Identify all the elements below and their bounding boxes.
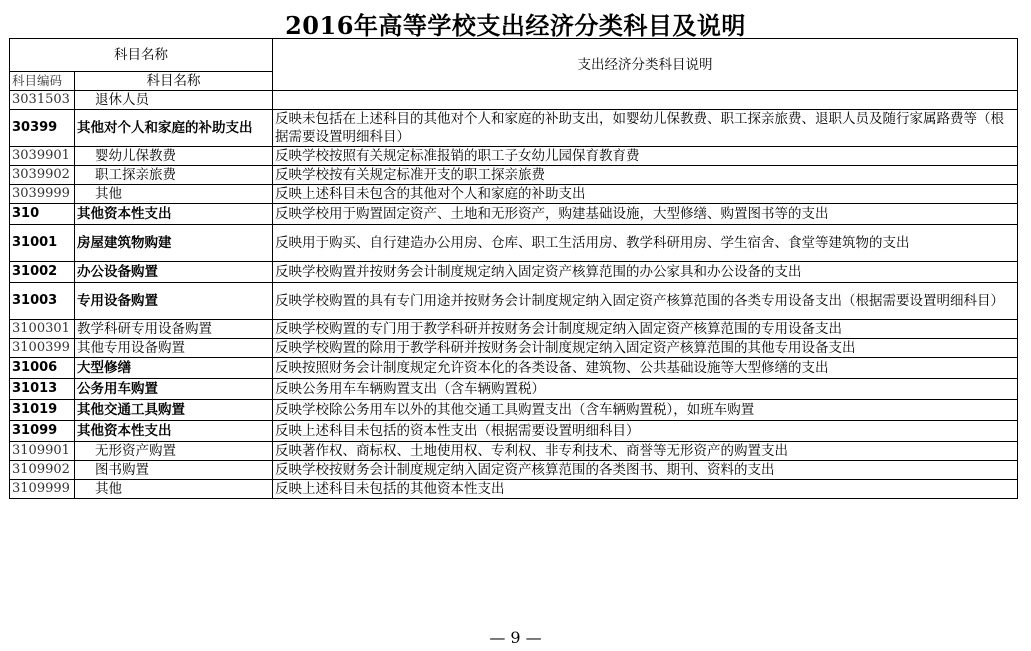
row-code: 3039902 [10, 166, 75, 185]
row-desc: 反映学校购置的具有专门用途并按财务会计制度规定纳入固定资产核算范围的各类专用设备支出（根据需要设置明细科目） [273, 283, 1018, 320]
row-desc: 反映学校按财务会计制度规定纳入固定资产核算范围的各类图书、期刊、资料的支出 [273, 461, 1018, 480]
row-desc: 反映公务用车车辆购置支出（含车辆购置税） [273, 379, 1018, 400]
row-desc: 反映学校购置的除用于教学科研并按财务会计制度规定纳入固定资产核算范围的其他专用设备支出 [273, 339, 1018, 358]
table-row [10, 320, 1018, 339]
row-desc: 反映著作权、商标权、土地使用权、专利权、非专利技术、商誉等无形资产的购置支出 [273, 442, 1018, 461]
row-name: 其他对个人和家庭的补助支出 [75, 110, 273, 147]
table-row [10, 110, 1018, 147]
row-desc: 反映学校购置并按财务会计制度规定纳入固定资产核算范围的办公家具和办公设备的支出 [273, 262, 1018, 283]
row-name: 办公设备购置 [75, 262, 273, 283]
row-code: 3109902 [10, 461, 75, 480]
table-row [10, 262, 1018, 283]
row-code: 3039901 [10, 147, 75, 166]
row-code: 31002 [10, 262, 75, 283]
table-row [10, 358, 1018, 379]
header-code: 科目编码 [10, 72, 75, 91]
table-row [10, 166, 1018, 185]
row-desc: 反映学校购置的专门用于教学科研并按财务会计制度规定纳入固定资产核算范围的专用设备支出 [273, 320, 1018, 339]
table-row [10, 442, 1018, 461]
row-desc: 反映按照财务会计制度规定允许资本化的各类设备、建筑物、公共基础设施等大型修缮的支出 [273, 358, 1018, 379]
row-name: 无形资产购置 [75, 442, 273, 461]
row-code: 3039999 [10, 185, 75, 204]
row-name: 其他资本性支出 [75, 421, 273, 442]
table-row [10, 147, 1018, 166]
row-desc: 反映上述科目未包括的资本性支出（根据需要设置明细科目） [273, 421, 1018, 442]
row-desc: 反映用于购买、自行建造办公用房、仓库、职工生活用房、教学科研用房、学生宿舍、食堂等建筑物的支出 [273, 225, 1018, 262]
row-name: 专用设备购置 [75, 283, 273, 320]
row-name: 图书购置 [75, 461, 273, 480]
header-description: 支出经济分类科目说明 [273, 39, 1018, 91]
row-name: 职工探亲旅费 [75, 166, 273, 185]
table-row [10, 283, 1018, 320]
row-code: 3109901 [10, 442, 75, 461]
table-row [10, 379, 1018, 400]
row-name: 其他专用设备购置 [75, 339, 273, 358]
row-name: 房屋建筑物购建 [75, 225, 273, 262]
table-header-row [10, 39, 1018, 72]
row-desc: 反映学校除公务用车以外的其他交通工具购置支出（含车辆购置税），如班车购置 [273, 400, 1018, 421]
row-desc [273, 91, 1018, 110]
row-code: 3100301 [10, 320, 75, 339]
row-code: 3100399 [10, 339, 75, 358]
row-code: 31019 [10, 400, 75, 421]
row-code: 31013 [10, 379, 75, 400]
header-subject-name: 科目名称 [10, 39, 273, 72]
row-code: 3109999 [10, 480, 75, 499]
row-name: 其他 [75, 185, 273, 204]
table-row [10, 339, 1018, 358]
row-name: 其他 [75, 480, 273, 499]
page-title: 2016年高等学校支出经济分类科目及说明 [285, 11, 746, 40]
table-row [10, 421, 1018, 442]
row-code: 310 [10, 204, 75, 225]
table-row [10, 91, 1018, 110]
row-code: 3031503 [10, 91, 75, 110]
row-desc: 反映未包括在上述科目的其他对个人和家庭的补助支出，如婴幼儿保教费、职工探亲旅费、退职人员及随行家属路费等（根据需要设置明细科目） [273, 110, 1018, 147]
row-code: 30399 [10, 110, 75, 147]
header-name: 科目名称 [75, 72, 273, 91]
table-row [10, 185, 1018, 204]
row-code: 31003 [10, 283, 75, 320]
table-row [10, 480, 1018, 499]
row-desc: 反映上述科目未包含的其他对个人和家庭的补助支出 [273, 185, 1018, 204]
row-name: 大型修缮 [75, 358, 273, 379]
row-name: 公务用车购置 [75, 379, 273, 400]
row-name: 教学科研专用设备购置 [75, 320, 273, 339]
table-row [10, 461, 1018, 480]
row-desc: 反映学校按照有关规定标准报销的职工子女幼儿园保育教育费 [273, 147, 1018, 166]
page-number: — 9 — [489, 628, 542, 647]
row-name: 其他交通工具购置 [75, 400, 273, 421]
row-code: 31099 [10, 421, 75, 442]
row-name: 退休人员 [75, 91, 273, 110]
table-row [10, 225, 1018, 262]
classification-table [9, 38, 1018, 499]
row-desc: 反映学校用于购置固定资产、土地和无形资产，购建基础设施，大型修缮、购置图书等的支出 [273, 204, 1018, 225]
table-row [10, 400, 1018, 421]
row-desc: 反映学校按有关规定标准开支的职工探亲旅费 [273, 166, 1018, 185]
row-code: 31001 [10, 225, 75, 262]
row-code: 31006 [10, 358, 75, 379]
table-row [10, 204, 1018, 225]
row-name: 其他资本性支出 [75, 204, 273, 225]
row-desc: 反映上述科目未包括的其他资本性支出 [273, 480, 1018, 499]
row-name: 婴幼儿保教费 [75, 147, 273, 166]
